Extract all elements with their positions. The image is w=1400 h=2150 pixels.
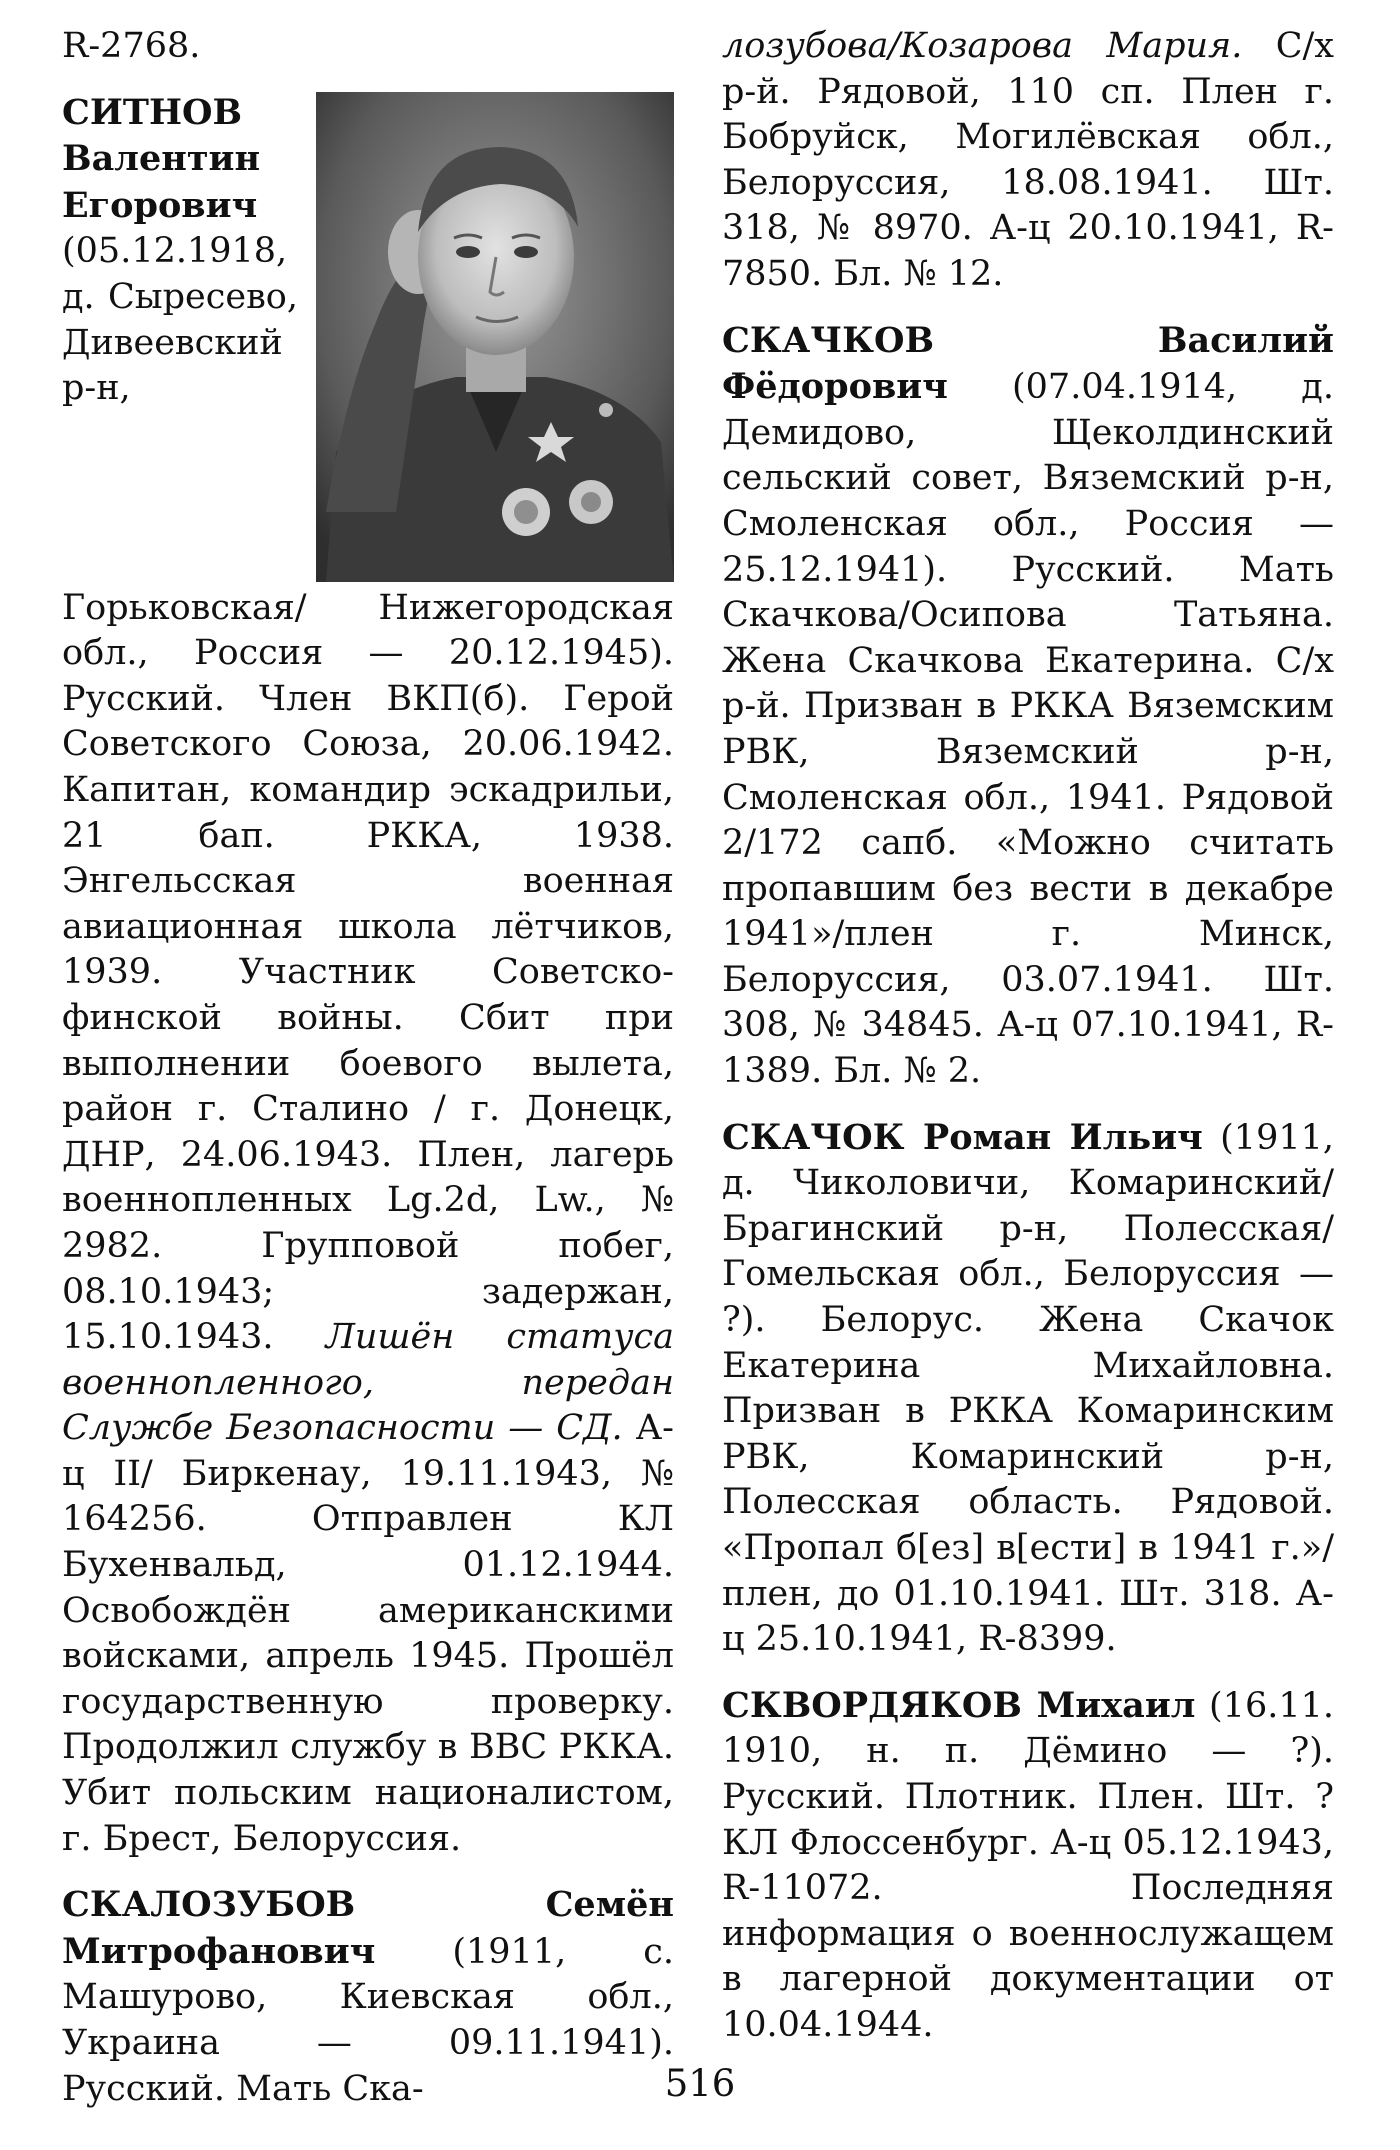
entry-text: (1911, с. Машурово, Киевская обл., Украина — 09.11.1941). Русский. Мать Ска- [62, 1931, 674, 2109]
entry-text: (16.11. 1910, н. п. Дёмино — ?). Русский. Плотник. Плен. Шт. ? КЛ Флоссенбург. А-ц 05.12.1943, R-11072. Последняя информация о военнослужащем в лагерной документации от 10.04.1944. [722, 1685, 1334, 2045]
continuation-rest: С/х р-й. Рядовой, 110 сп. Плен г. Бобруйск, Могилёвская обл., Белоруссия, 18.08.1941. Шт. 318, № 8970. А-ц 20.10.1941, R-7850. Бл. № 12. [722, 26, 1334, 294]
entry-text: (1911, д. Чиколовичи, Комаринский/ Брагинский р-н, Полесская/ Гомельская обл., Белоруссия — ?). Белорус. Жена Скачок Екатерина Михайловна. Призван в РККА Комаринским РВК, Комаринский р-н, Полесская область. Рядовой. «Пропал б[ез] в[ести] в 1941 г.»/ плен, до 01.10.1941. Шт. 318. А-ц 25.10.1941, R-8399. [722, 1117, 1334, 1660]
portrait-photo [316, 92, 674, 582]
entry-name: СИТНОВ Валентин Егорович [62, 91, 261, 226]
page-number: 516 [664, 2062, 736, 2105]
continuation-italic: лозубова/Козарова Мария. [722, 26, 1243, 66]
entry-text: (07.04.1914, д. Демидово, Щеколдинский сельский совет, Вяземский р-н, Смоленская обл., Россия — 25.12.1941). Русский. Мать Скачкова/Осипова Татьяна. Жена Скачкова Екатерина. С/х р-й. Призван в РККА Вяземским РВК, Вяземский р-н, Смоленская обл., 1941. Рядовой 2/172 сапб. «Можно считать пропавшим без вести в декабре 1941»/плен г. Минск, Белоруссия, 03.07.1941. Шт. 308, № 34845. А-ц 07.10.1941, R-1389. Бл. № 2. [722, 367, 1334, 1092]
entry-name: СКАЧОК Роман Ильич [722, 1116, 1203, 1158]
continuation-text [722, 24, 1334, 298]
entry-skvordyakov [722, 1683, 1334, 2049]
portrait-soldier-image [316, 92, 674, 582]
entry-skachkov [722, 318, 1334, 1095]
entry-text: (05.12.1918, д. Сыресево, Дивеевский р-н, Горьковская/ Нижегородская обл., Россия — 20.12.1945). Русский. Член ВКП(б). Герой Советского [62, 231, 674, 765]
entry-sitnov [62, 90, 674, 1863]
entry-italic-text: Лишён статуса военнопленного, передан Службе Безопасности — СД. [62, 1317, 674, 1449]
entry-name: СКАЛОЗУБОВ Семён Митрофанович [62, 1884, 674, 1972]
continuation-text: R-2768. [62, 26, 201, 66]
entry-name: СКВОРДЯКОВ Михаил [722, 1684, 1196, 1726]
right-column [722, 24, 1334, 2069]
entry-name: СКАЧКОВ Василий Фёдорович [722, 319, 1334, 408]
left-column [62, 24, 674, 2132]
entry-text-continued: Союза, 20.06.1942. Капитан, командир эскадрильи, 21 бап. РККА, 1938. Энгельсская военная авиационная школа лётчиков, 1939. Участник Советско-финской войны. Сбит при выполнении боевого вылета, район г. Сталино / г. Донецк, ДНР, 24.06.1943. Плен, лагерь военнопленных Lg.2d, Lw., № 2982. Групповой побег, 08.10.1943; задержан, 15.10.1943. [62, 724, 674, 1358]
entry-skachok [722, 1115, 1334, 1663]
entry-text-end: А-ц II/ Биркенау, 19.11.1943, № 164256. Отправлен КЛ Бухенвальд, 01.12.1944. Освобождён американскими войсками, апрель 1945. Прошёл государственную проверку. Продолжил службу в ВВС РККА. Убит польским националистом, г. Брест, Белоруссия. [62, 1408, 674, 1859]
